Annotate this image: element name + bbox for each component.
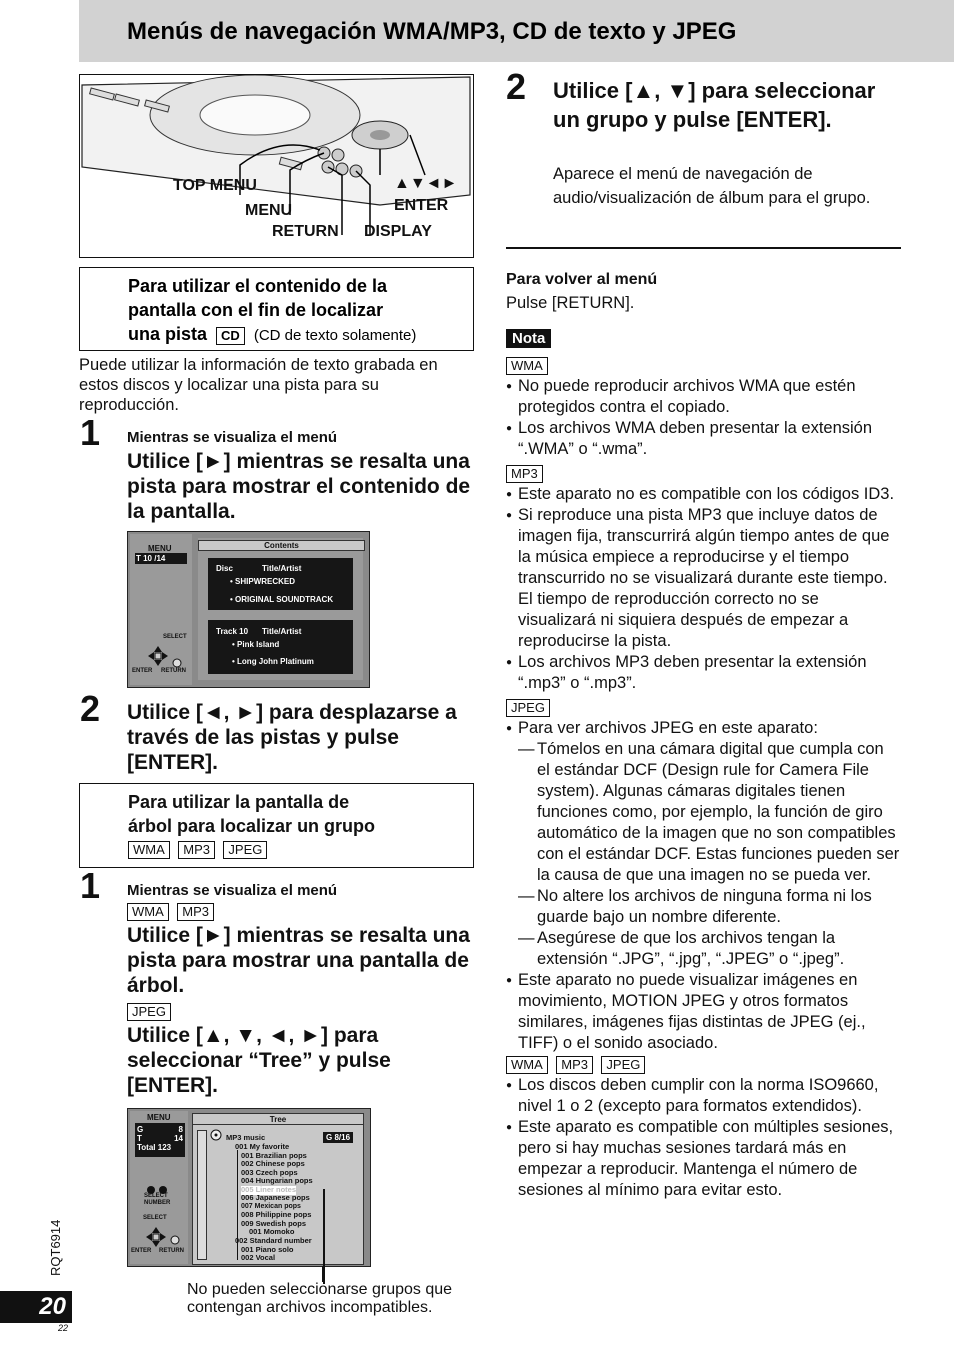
jpeg-notes-last xyxy=(506,970,901,1054)
label-top-menu: TOP MENU xyxy=(173,177,257,194)
list-item: ● No puede reproducir archivos WMA que estén protegidos contra el copiado. xyxy=(506,376,901,418)
jpeg-dash-item: — Tómelos en una cámara digital que cumpla con el estándar DCF (Design rule for Camera File system). Algunas cámaras digitales tienen funciones como, por ejemplo, la función de giro automático de la imagen que no son compatibles con el estándar DCF. Estas funciones pueden ser la causa de que una imagen no se pueda ver. xyxy=(506,739,901,886)
tag-jpeg: JPEG xyxy=(506,699,550,717)
step-r2-heading: Utilice [▲, ▼] para seleccionar un grupo y pulse [ENTER]. xyxy=(553,78,876,132)
jpeg-notes xyxy=(506,718,901,739)
tag-wma: WMA xyxy=(127,903,169,921)
tree-scrollbar[interactable] xyxy=(197,1130,207,1260)
track-title: • Pink Island xyxy=(232,640,280,649)
tree-title-line2: árbol para localizar un grupo xyxy=(128,816,376,836)
screen2-return-label: RETURN xyxy=(159,1248,184,1254)
step-a1-sub: Mientras se visualiza el menú xyxy=(127,429,338,446)
label-arrows: ▲▼◄► xyxy=(394,175,458,192)
textcd-title-line2: pantalla con el fin de localizar xyxy=(128,300,384,320)
disc-artist-text: ORIGINAL SOUNDTRACK xyxy=(235,595,334,604)
screen2-t-row xyxy=(137,1134,183,1143)
tag-mp3: MP3 xyxy=(178,841,215,859)
tree-item[interactable]: 001 Momoko xyxy=(249,1227,295,1236)
tag-mp3: MP3 xyxy=(556,1056,593,1074)
screen1-return-label: RETURN xyxy=(161,668,186,674)
screen2-g-row xyxy=(137,1125,183,1134)
divider xyxy=(506,247,901,249)
tree-item-highlighted[interactable]: 005 Liner notes xyxy=(241,1185,297,1194)
disc-icon xyxy=(210,1129,222,1141)
tree-root: MP3 music xyxy=(226,1133,266,1142)
disc-info-box xyxy=(208,558,353,610)
list-item: ● Este aparato no puede visualizar imágenes en movimiento, MOTION JPEG y otros formatos similares, imágenes fijas distintas de JPEG (ej., TIFF) o el sonido asociado. xyxy=(506,970,901,1054)
label-display: DISPLAY xyxy=(364,223,432,240)
step-a2-number: 2 xyxy=(80,688,101,729)
track-info-box xyxy=(208,620,353,674)
textcd-title-line3-row xyxy=(128,322,416,348)
list-item: ● Si reproduce una pista MP3 que incluye datos de imagen fija, transcurrirá algún tiempo antes de que la música empiece a reproducirse y el tiempo transcurrido no se visualizará durante este tiempo. El tiempo de reproducción correcto no se visualizará ni siquiera después de empezar a reproducirse la pista. xyxy=(506,505,901,652)
track-artist-text: Long John Platinum xyxy=(237,657,314,666)
screen2-enter-label: ENTER xyxy=(131,1248,152,1254)
screen1-track-info: T 10 /14 xyxy=(135,553,187,564)
step-b1-jpeg-tag-row xyxy=(127,1003,175,1021)
screen2-left-panel xyxy=(130,1111,188,1264)
callout-line-ext xyxy=(322,1266,324,1282)
track-title-artist-label: Title/Artist xyxy=(262,627,302,636)
wma-notes xyxy=(506,376,901,460)
tag-jpeg: JPEG xyxy=(223,841,267,859)
tag-wma: WMA xyxy=(506,357,548,375)
tree-title-line1: Para utilizar la pantalla de xyxy=(128,792,350,812)
step-b1-jpeg-heading: Utilice [▲, ▼, ◄, ►] para seleccionar “Tree” y pulse [ENTER]. xyxy=(127,1024,391,1097)
nota-section xyxy=(506,357,901,1201)
list-item: ● Los discos deben cumplir con la norma ISO9660, nivel 1 o 2 (excepto para formatos extendidos). xyxy=(506,1075,901,1117)
tree-item[interactable]: 004 Hungarian pops xyxy=(241,1176,313,1185)
tree-section-tags xyxy=(128,841,271,859)
jpeg-tag-row xyxy=(506,699,901,717)
nota-label-wrap xyxy=(506,330,551,348)
step-r2-number: 2 xyxy=(506,66,527,107)
tree-title: Tree xyxy=(193,1115,363,1125)
list-item: ● Los archivos WMA deben presentar la extensión “.WMA” o “.wma”. xyxy=(506,418,901,460)
label-enter: ENTER xyxy=(394,197,449,214)
step-a1-number: 1 xyxy=(80,412,101,453)
track-title-text: Pink Island xyxy=(237,640,280,649)
screen1-contents-title: Contents xyxy=(198,540,365,551)
screen2-tree-panel xyxy=(192,1113,364,1265)
tree-item[interactable]: 002 Chinese pops xyxy=(241,1159,305,1168)
device-illustration xyxy=(79,74,474,258)
cd-tag: CD xyxy=(216,327,245,345)
all-tags-row xyxy=(506,1056,901,1074)
tree-section-box xyxy=(79,783,474,868)
step-b1-number: 1 xyxy=(80,865,101,906)
total-value: 123 xyxy=(157,1143,172,1152)
tree-screen xyxy=(127,1108,371,1267)
tree-branch-line xyxy=(237,1150,238,1260)
document-code: RQT6914 xyxy=(48,1219,63,1276)
screen1-menu-label: MENU xyxy=(148,544,172,553)
tree-item[interactable]: 007 Mexican pops xyxy=(241,1203,301,1210)
tag-wma: WMA xyxy=(506,1056,548,1074)
mp3-notes xyxy=(506,484,901,694)
label-return: RETURN xyxy=(272,223,339,240)
textcd-title xyxy=(128,274,416,348)
contents-screen xyxy=(127,531,370,688)
nota-label: Nota xyxy=(506,329,551,348)
tree-item[interactable]: 009 Swedish pops xyxy=(241,1219,307,1228)
disc-title-text: SHIPWRECKED xyxy=(235,577,296,586)
page-subnumber: 22 xyxy=(58,1323,69,1333)
group-indicator: G 8/16 xyxy=(323,1132,353,1143)
screen2-info-box xyxy=(135,1123,185,1157)
step-a2-heading: Utilice [◄, ►] para desplazarse a través de las pistas y pulse [ENTER]. xyxy=(127,701,457,774)
list-item: ● Los archivos MP3 deben presentar la extensión “.mp3” o “.mp3”. xyxy=(506,652,901,694)
jpeg-dash-item: — No altere los archivos de ninguna forma ni los guarde bajo un nombre diferente. xyxy=(506,886,901,928)
return-icon xyxy=(172,658,182,668)
tree-item[interactable]: 003 Czech pops xyxy=(241,1168,298,1177)
g-label: G xyxy=(137,1125,144,1134)
return-menu-body: Pulse [RETURN]. xyxy=(506,294,635,312)
g-value: 8 xyxy=(178,1125,183,1134)
tree-item[interactable]: 001 Piano solo xyxy=(241,1245,294,1254)
step-r2-body: Aparece el menú de navegación de audio/visualización de álbum para el grupo. xyxy=(553,165,871,207)
t-value: 14 xyxy=(174,1134,183,1143)
select-number-label: SELECT NUMBER xyxy=(144,1193,171,1206)
tree-item[interactable]: 006 Japanese pops xyxy=(241,1193,310,1202)
jpeg-dash-item: — Asegúrese de que los archivos tengan la extensión “.JPG”, “.jpg”, “.JPEG” o “.jpeg”. xyxy=(506,928,901,970)
disc-title-artist-label: Title/Artist xyxy=(262,564,302,573)
tag-jpeg: JPEG xyxy=(601,1056,645,1074)
tree-item[interactable]: 002 Standard number xyxy=(235,1236,312,1245)
textcd-title-line3: una pista xyxy=(128,324,208,344)
return-icon xyxy=(170,1235,180,1245)
screen2-select-label: SELECT xyxy=(143,1215,167,1221)
disc-label: Disc xyxy=(216,564,233,573)
tree-section-title xyxy=(128,790,375,838)
list-item: ● Este aparato es compatible con múltiples sesiones, pero si hay muchas sesiones tardará más en empezar a reproducir. Mantenga el número de sesiones al mínimo para evitar esto. xyxy=(506,1117,901,1201)
step-b1-sub: Mientras se visualiza el menú xyxy=(127,882,338,899)
step-b1-heading: Utilice [►] mientras se resalta una pista para mostrar una pantalla de árbol. xyxy=(127,924,470,997)
mp3-tag-row xyxy=(506,465,901,483)
return-menu-title: Para volver al menú xyxy=(506,271,658,288)
screen2-total-row xyxy=(137,1143,183,1152)
dpad-icon xyxy=(146,644,170,668)
track-artist: • Long John Platinum xyxy=(232,657,314,666)
tag-jpeg: JPEG xyxy=(127,1003,171,1021)
all-format-notes xyxy=(506,1075,901,1201)
textcd-section-box xyxy=(79,267,474,351)
screen1-enter-label: ENTER xyxy=(132,668,153,674)
intro-text: Puede utilizar la información de texto grabada en estos discos y localizar una pista para su reproducción. xyxy=(79,356,438,414)
step-a1-heading: Utilice [►] mientras se resalta una pista para mostrar el contenido de la pantalla. xyxy=(127,450,471,523)
list-item: ● Este aparato no es compatible con los códigos ID3. xyxy=(506,484,901,505)
page-number: 20 xyxy=(0,1291,72,1323)
list-item: ● Para ver archivos JPEG en este aparato: xyxy=(506,718,901,739)
page-title: Menús de navegación WMA/MP3, CD de texto y JPEG xyxy=(127,18,737,45)
screen2-menu-label: MENU xyxy=(147,1113,171,1122)
total-label: Total xyxy=(137,1143,156,1152)
screen1-select-label: SELECT xyxy=(163,634,187,640)
tag-mp3: MP3 xyxy=(506,465,543,483)
disc-title: • SHIPWRECKED xyxy=(230,577,296,586)
step-b1-tags xyxy=(127,903,218,921)
textcd-title-line1: Para utilizar el contenido de la xyxy=(128,276,388,296)
tree-item[interactable]: 001 Brazilian pops xyxy=(241,1151,307,1160)
page-header xyxy=(79,0,954,62)
tag-wma: WMA xyxy=(128,841,170,859)
textcd-note: (CD de texto solamente) xyxy=(253,327,417,344)
screen1-contents-panel xyxy=(198,538,363,680)
dpad-icon xyxy=(144,1225,168,1249)
tree-caption: No pueden seleccionarse grupos que contengan archivos incompatibles. xyxy=(187,1281,453,1316)
tree-item[interactable]: 002 Vocal xyxy=(241,1253,276,1262)
t-label: T xyxy=(137,1134,142,1143)
tag-mp3: MP3 xyxy=(177,903,214,921)
tree-item[interactable]: 008 Philippine pops xyxy=(241,1210,312,1219)
screen1-left-panel xyxy=(130,534,192,685)
tree-item[interactable]: 001 My favorite xyxy=(235,1142,290,1151)
disc-artist: • ORIGINAL SOUNDTRACK xyxy=(230,595,334,604)
track-label: Track 10 xyxy=(216,627,249,636)
label-menu: MENU xyxy=(245,202,293,219)
